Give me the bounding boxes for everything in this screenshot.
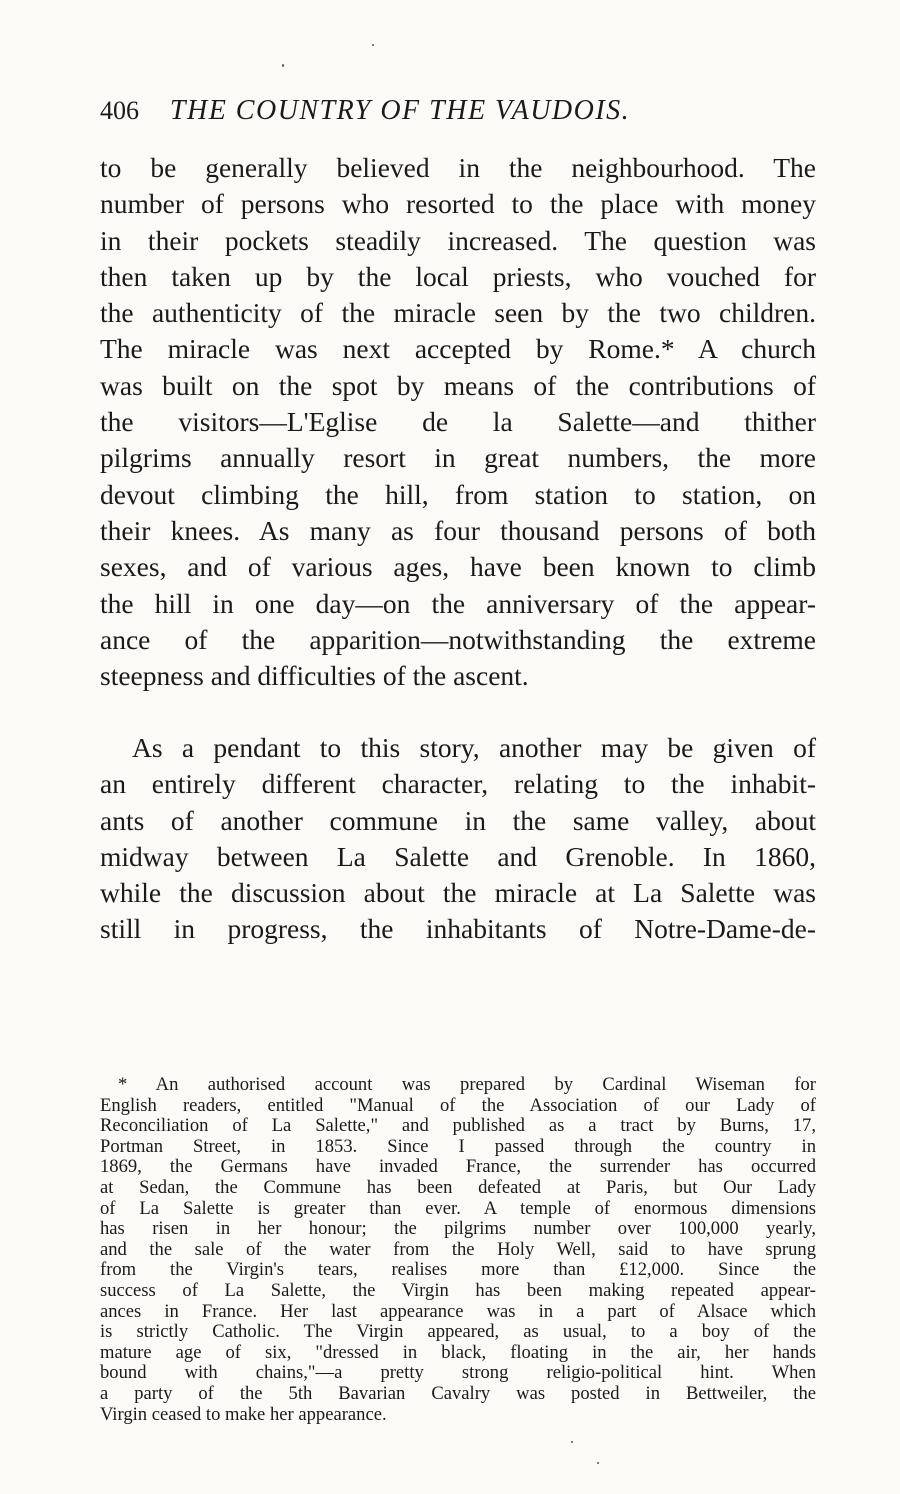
footnote-line: of La Salette is greater than ever. A temple of enormous dimensions [100, 1197, 816, 1219]
text-line: devout climbing the hill, from station to station, on [100, 478, 816, 510]
footnote-line: at Sedan, the Commune has been defeated at Paris, but Our Lady [100, 1176, 816, 1198]
footnote-line: is strictly Catholic. The Virgin appeared, as usual, to a boy of the [100, 1321, 816, 1343]
text-line: the visitors—L'Eglise de la Salette—and thither [100, 406, 816, 438]
footnote-line: a party of the 5th Bavarian Cavalry was posted in Bettweiler, the [100, 1382, 816, 1404]
paper-speck [571, 1441, 573, 1443]
footnote-line: 1869, the Germans have invaded France, the surrender has occurred [100, 1156, 816, 1178]
text-line: was built on the spot by means of the contributions of [100, 369, 816, 401]
text-line: then taken up by the local priests, who vouched for [100, 260, 816, 292]
footnote-line: success of La Salette, the Virgin has been making repeated appear- [100, 1279, 816, 1301]
text-line: ance of the apparition—notwithstanding the extreme [100, 623, 816, 655]
paper-speck [597, 1462, 599, 1464]
footnote-line: Reconciliation of La Salette," and published as a tract by Burns, 17, [100, 1115, 816, 1137]
text-line: steepness and difficulties of the ascent. [100, 660, 529, 692]
footnote [100, 1075, 816, 1425]
running-title: THE COUNTRY OF THE VAUDOIS. [169, 95, 631, 126]
text-line: ants of another commune in the same valley, about [100, 804, 816, 836]
text-line: still in progress, the inhabitants of Notre-Dame-de- [100, 913, 816, 945]
page-header [100, 92, 820, 129]
page-number: 406 [100, 96, 139, 125]
text-line: midway between La Salette and Grenoble. In 1860, [100, 840, 816, 872]
text-line: the authenticity of the miracle seen by the two children. [100, 297, 816, 329]
footnote-line: has risen in her honour; the pilgrims number over 100,000 yearly, [100, 1218, 816, 1240]
text-line: pilgrims annually resort in great numbers, the more [100, 442, 816, 474]
paragraph-1 [100, 150, 816, 694]
paper-speck [372, 44, 374, 46]
text-line: As a pendant to this story, another may be given of [132, 732, 816, 763]
text-line: The miracle was next accepted by Rome.* A church [100, 333, 816, 365]
footnote-line: mature age of six, "dressed in black, floating in the air, her hands [100, 1341, 816, 1363]
text-line: the hill in one day—on the anniversary of the appear- [100, 587, 816, 619]
footnote-line: Virgin ceased to make her appearance. [100, 1403, 387, 1425]
text-line: to be generally believed in the neighbourhood. The [100, 152, 816, 183]
footnote-line: * An authorised account was prepared by Cardinal Wiseman for [118, 1074, 816, 1095]
paragraph-2 [100, 730, 816, 948]
text-line: an entirely different character, relating to the inhabit- [100, 768, 816, 800]
footnote-line: bound with chains,"—a pretty strong religio-political hint. When [100, 1362, 816, 1384]
paper-speck [282, 64, 284, 67]
text-line: number of persons who resorted to the place with money [100, 188, 816, 220]
footnote-line: ances in France. Her last appearance was in a part of Alsace which [100, 1300, 816, 1322]
text-line: their knees. As many as four thousand persons of both [100, 514, 816, 546]
footnote-line: English readers, entitled "Manual of the Association of our Lady of [100, 1094, 816, 1116]
text-line: in their pockets steadily increased. The question was [100, 224, 816, 256]
text-line: while the discussion about the miracle at La Salette was [100, 877, 816, 909]
footnote-line: and the sale of the water from the Holy Well, said to have sprung [100, 1238, 816, 1260]
text-line: sexes, and of various ages, have been known to climb [100, 551, 816, 583]
footnote-line: from the Virgin's tears, realises more than £12,000. Since the [100, 1259, 816, 1281]
footnote-line: Portman Street, in 1853. Since I passed through the country in [100, 1135, 816, 1157]
